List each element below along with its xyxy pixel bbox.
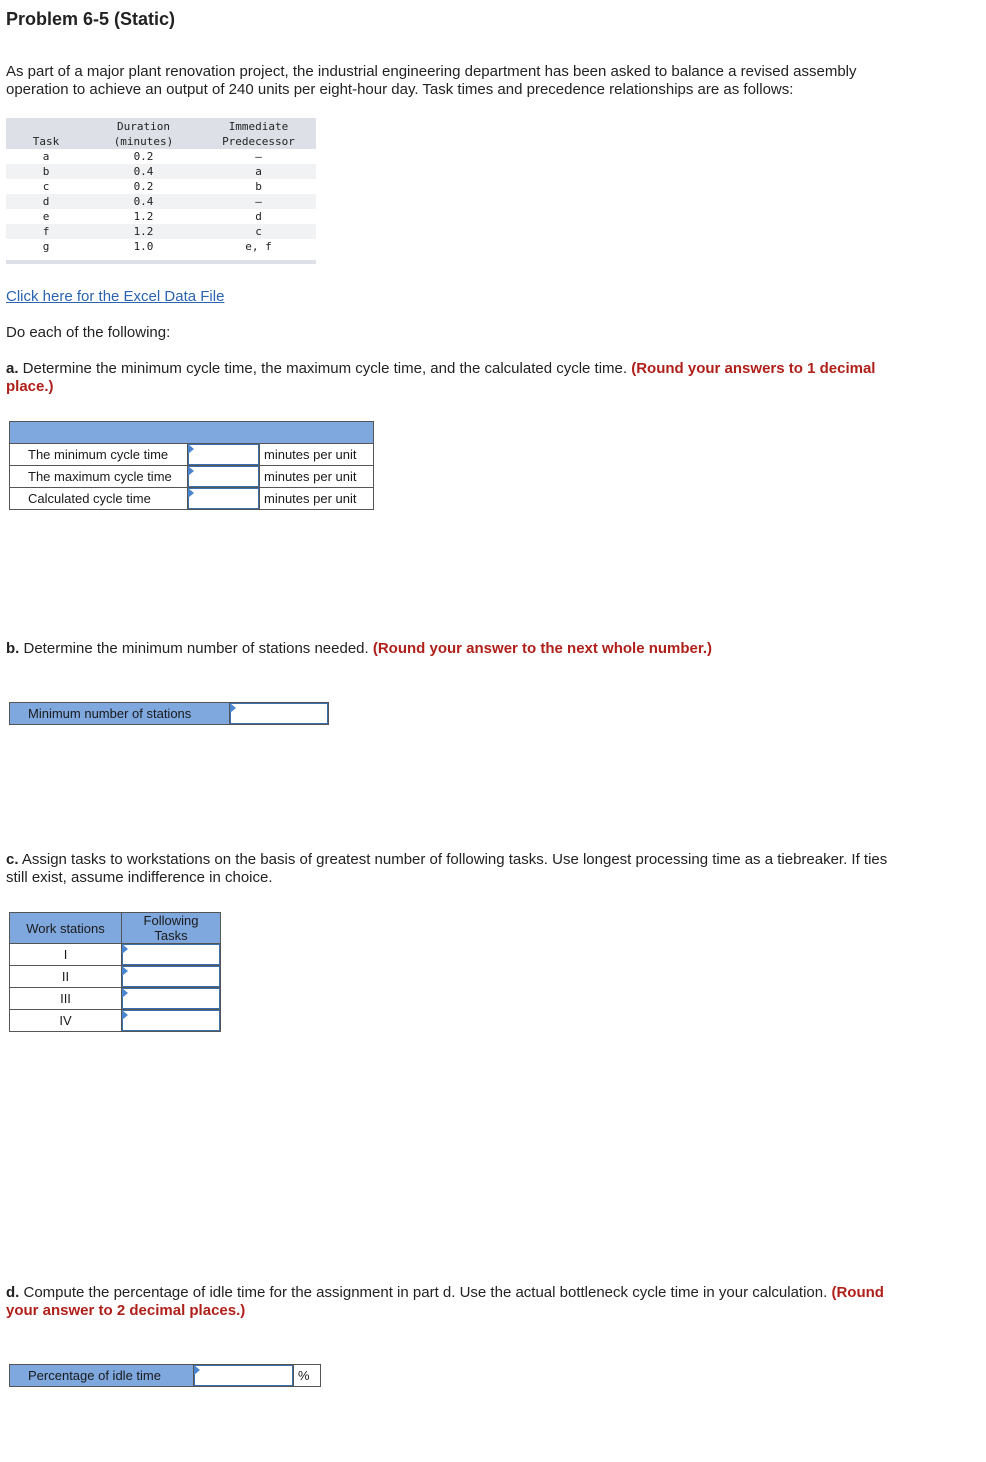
part-a-question: a. Determine the minimum cycle time, the maximum cycle time, and the calculated cycle time. (Round your answers to 1 decimal place.) [6, 360, 876, 395]
station-label: I [10, 944, 122, 966]
station-3-input[interactable] [122, 988, 220, 1009]
duration-header: Duration (minutes) [86, 118, 201, 149]
calc-cycle-label: Calculated cycle time [10, 488, 188, 510]
answer-marker-icon [188, 444, 194, 454]
part-b-question: b. Determine the minimum number of stations needed. (Round your answer to the next whole number.) [6, 640, 713, 657]
min-cycle-label: The minimum cycle time [10, 444, 188, 466]
intro-line-2: operation to achieve an output of 240 units per eight-hour day. Task times and precedence relationships are as follows: [6, 81, 794, 98]
part-d-table [9, 1364, 321, 1387]
predecessor-header: Immediate Predecessor [201, 118, 316, 149]
min-cycle-input[interactable] [188, 444, 259, 465]
part-a-table [9, 421, 374, 510]
answer-marker-icon [122, 988, 128, 998]
instructions: Do each of the following: [6, 324, 171, 341]
task-header: Task [6, 118, 86, 149]
task-table [6, 118, 316, 254]
excel-data-link[interactable]: Click here for the Excel Data File [6, 288, 225, 305]
task-row: b 0.4 a [6, 164, 316, 179]
calc-cycle-row [10, 488, 374, 510]
percent-unit: % [294, 1365, 321, 1387]
min-cycle-row [10, 444, 374, 466]
task-row: e 1.2 d [42, 210, 262, 223]
min-stations-input[interactable] [230, 703, 328, 724]
idle-time-label: Percentage of idle time [10, 1365, 194, 1387]
max-cycle-unit: minutes per unit [260, 466, 374, 488]
page-title: Problem 6-5 (Static) [6, 9, 176, 29]
part-d-question: d. Compute the percentage of idle time for the assignment in part d. Use the actual bottleneck cycle time in your calculation. (Round your answer to 2 decimal places.) [6, 1284, 884, 1319]
answer-marker-icon [188, 466, 194, 476]
following-tasks-header: Following Tasks [122, 913, 221, 944]
station-row [10, 1010, 221, 1032]
task-row: c 0.2 b [42, 180, 262, 193]
part-a-header [10, 422, 374, 444]
station-row [10, 988, 221, 1010]
answer-marker-icon [122, 944, 128, 954]
task-row: g 1.0 e, f [42, 240, 272, 253]
calc-cycle-input[interactable] [188, 488, 259, 509]
station-label: IV [10, 1010, 122, 1032]
intro-paragraph [6, 63, 966, 99]
station-row [10, 966, 221, 988]
max-cycle-label: The maximum cycle time [10, 466, 188, 488]
station-1-input[interactable] [122, 944, 220, 965]
answer-marker-icon [230, 703, 236, 713]
task-row: d 0.4 – [6, 194, 316, 209]
part-c-table [9, 912, 221, 1032]
max-cycle-row [10, 466, 374, 488]
stations-header: Work stations [10, 913, 122, 944]
max-cycle-input[interactable] [188, 466, 259, 487]
answer-marker-icon [188, 488, 194, 498]
part-c-question: c. Assign tasks to workstations on the basis of greatest number of following tasks. Use longest processing time as a tiebreaker. If ties still exist, assume indifference in choice. [6, 851, 888, 886]
station-4-input[interactable] [122, 1010, 220, 1031]
min-cycle-unit: minutes per unit [260, 444, 374, 466]
task-row: a 0.2 – [42, 150, 262, 163]
min-stations-label: Minimum number of stations [10, 703, 230, 725]
task-row: f 1.2 c [6, 224, 316, 239]
answer-marker-icon [122, 1010, 128, 1020]
calc-cycle-unit: minutes per unit [260, 488, 374, 510]
station-2-input[interactable] [122, 966, 220, 987]
table-footer-bar [6, 260, 316, 264]
idle-time-input[interactable] [194, 1365, 293, 1386]
station-label: III [10, 988, 122, 1010]
answer-marker-icon [122, 966, 128, 976]
part-b-table [9, 702, 329, 725]
station-row [10, 944, 221, 966]
station-label: II [10, 966, 122, 988]
answer-marker-icon [194, 1365, 200, 1375]
intro-line-1: As part of a major plant renovation project, the industrial engineering department has been asked to balance a revised assembly [6, 63, 857, 80]
